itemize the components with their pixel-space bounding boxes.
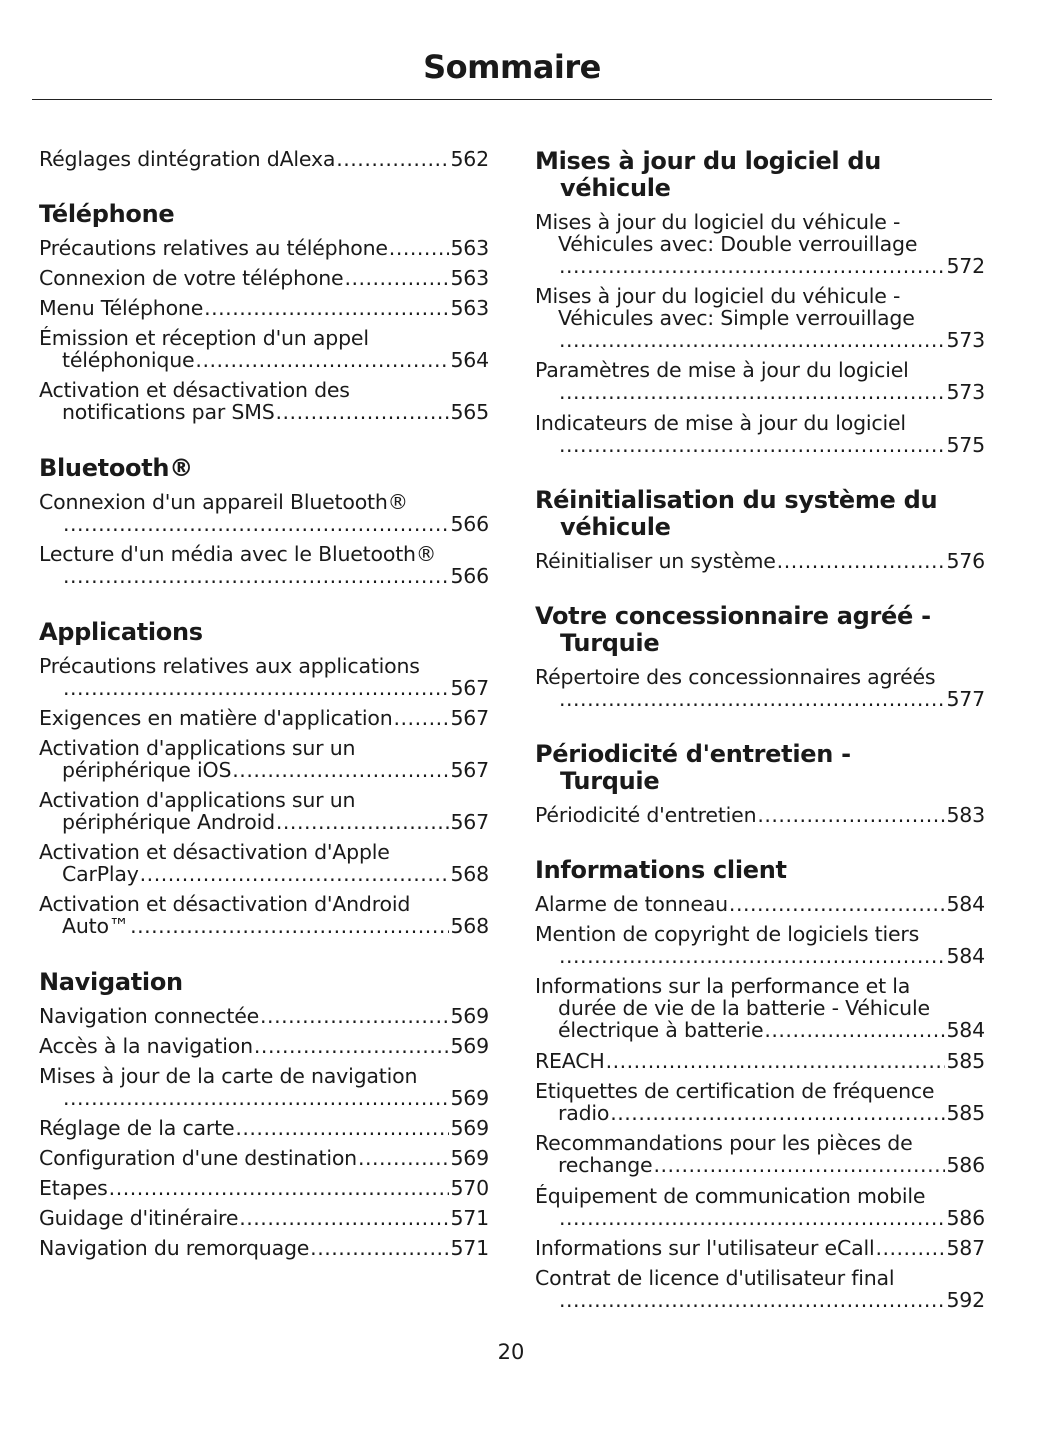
toc-entry[interactable]: Connexion d'un appareil Bluetooth® ..... 566 — [39, 491, 489, 535]
section-heading-navigation: Navigation — [39, 968, 183, 996]
page-title: Sommaire — [423, 48, 601, 86]
toc-entry[interactable]: Précautions relatives au téléphone ..... 563 — [39, 237, 489, 259]
toc-entry[interactable]: Informations sur la performance et la durée de vie de la batterie - Véhicule électrique à batterie ..... 584 — [535, 975, 985, 1041]
toc-entry[interactable]: Navigation connectée ..... 569 — [39, 1005, 489, 1027]
toc-entry[interactable]: Réglage de la carte ..... 569 — [39, 1117, 489, 1139]
toc-entry[interactable]: Menu Téléphone ..... 563 — [39, 297, 489, 319]
toc-entry[interactable]: REACH ..... 585 — [535, 1050, 985, 1072]
toc-entry[interactable]: Lecture d'un média avec le Bluetooth® ..... 566 — [39, 543, 489, 587]
toc-entry[interactable]: Répertoire des concessionnaires agréés ..... 577 — [535, 666, 985, 710]
toc-entry[interactable]: Mises à jour du logiciel du véhicule - Véhicules avec: Double verrouillage ..... 572 — [535, 211, 985, 277]
section-heading-telephone: Téléphone — [39, 200, 175, 228]
toc-entry[interactable]: Accès à la navigation ..... 569 — [39, 1035, 489, 1057]
toc-entry[interactable]: Paramètres de mise à jour du logiciel ..... 573 — [535, 359, 985, 403]
toc-entry[interactable]: Activation d'applications sur un périphérique Android ..... 567 — [39, 789, 489, 833]
section-heading-customer-info: Informations client — [535, 856, 787, 884]
toc-entry[interactable]: Périodicité d'entretien ..... 583 — [535, 804, 985, 826]
section-heading-dealer: Votre concessionnaire agréé - Turquie — [535, 602, 931, 657]
toc-entry[interactable]: Exigences en matière d'application ..... 567 — [39, 707, 489, 729]
page-number: 20 — [497, 1340, 525, 1364]
toc-entry[interactable]: Mention de copyright de logiciels tiers ..... 584 — [535, 923, 985, 967]
toc-entry[interactable]: Alarme de tonneau ..... 584 — [535, 893, 985, 915]
toc-entry[interactable]: Équipement de communication mobile ..... 586 — [535, 1185, 985, 1229]
toc-entry[interactable]: Informations sur l'utilisateur eCall ..... 587 — [535, 1237, 985, 1259]
toc-entry[interactable]: Activation d'applications sur un périphérique iOS ..... 567 — [39, 737, 489, 781]
section-heading-service: Périodicité d'entretien - Turquie — [535, 740, 851, 795]
section-heading-system-reset: Réinitialisation du système du véhicule — [535, 486, 938, 541]
section-heading-applications: Applications — [39, 618, 203, 646]
toc-entry[interactable]: Guidage d'itinéraire ..... 571 — [39, 1207, 489, 1229]
toc-entry[interactable]: Précautions relatives aux applications ..... 567 — [39, 655, 489, 699]
toc-entry[interactable]: Recommandations pour les pièces de rechange ..... 586 — [535, 1132, 985, 1176]
toc-entry[interactable]: Navigation du remorquage ..... 571 — [39, 1237, 489, 1259]
section-heading-software-updates: Mises à jour du logiciel du véhicule — [535, 147, 882, 202]
toc-entry[interactable]: Réinitialiser un système ..... 576 — [535, 550, 985, 572]
toc-entry[interactable]: Connexion de votre téléphone ..... 563 — [39, 267, 489, 289]
toc-entry[interactable]: Activation et désactivation des notifications par SMS ..... 565 — [39, 379, 489, 423]
toc-entry[interactable]: Activation et désactivation d'Android Auto™ ..... 568 — [39, 893, 489, 937]
section-heading-bluetooth: Bluetooth® — [39, 454, 193, 482]
toc-entry[interactable]: Réglages dintégration dAlexa ..... 562 — [39, 148, 489, 170]
toc-entry[interactable]: Contrat de licence d'utilisateur final ..... 592 — [535, 1267, 985, 1311]
toc-entry[interactable]: Indicateurs de mise à jour du logiciel ..... 575 — [535, 412, 985, 456]
toc-entry[interactable]: Mises à jour du logiciel du véhicule - Véhicules avec: Simple verrouillage ..... 573 — [535, 285, 985, 351]
title-divider — [32, 99, 992, 100]
toc-entry[interactable]: Configuration d'une destination ..... 569 — [39, 1147, 489, 1169]
toc-entry[interactable]: Activation et désactivation d'Apple CarPlay ..... 568 — [39, 841, 489, 885]
toc-entry[interactable]: Etiquettes de certification de fréquence radio ..... 585 — [535, 1080, 985, 1124]
toc-entry[interactable]: Émission et réception d'un appel téléphonique ..... 564 — [39, 327, 489, 371]
toc-entry[interactable]: Mises à jour de la carte de navigation ..... 569 — [39, 1065, 489, 1109]
toc-entry[interactable]: Etapes ..... 570 — [39, 1177, 489, 1199]
